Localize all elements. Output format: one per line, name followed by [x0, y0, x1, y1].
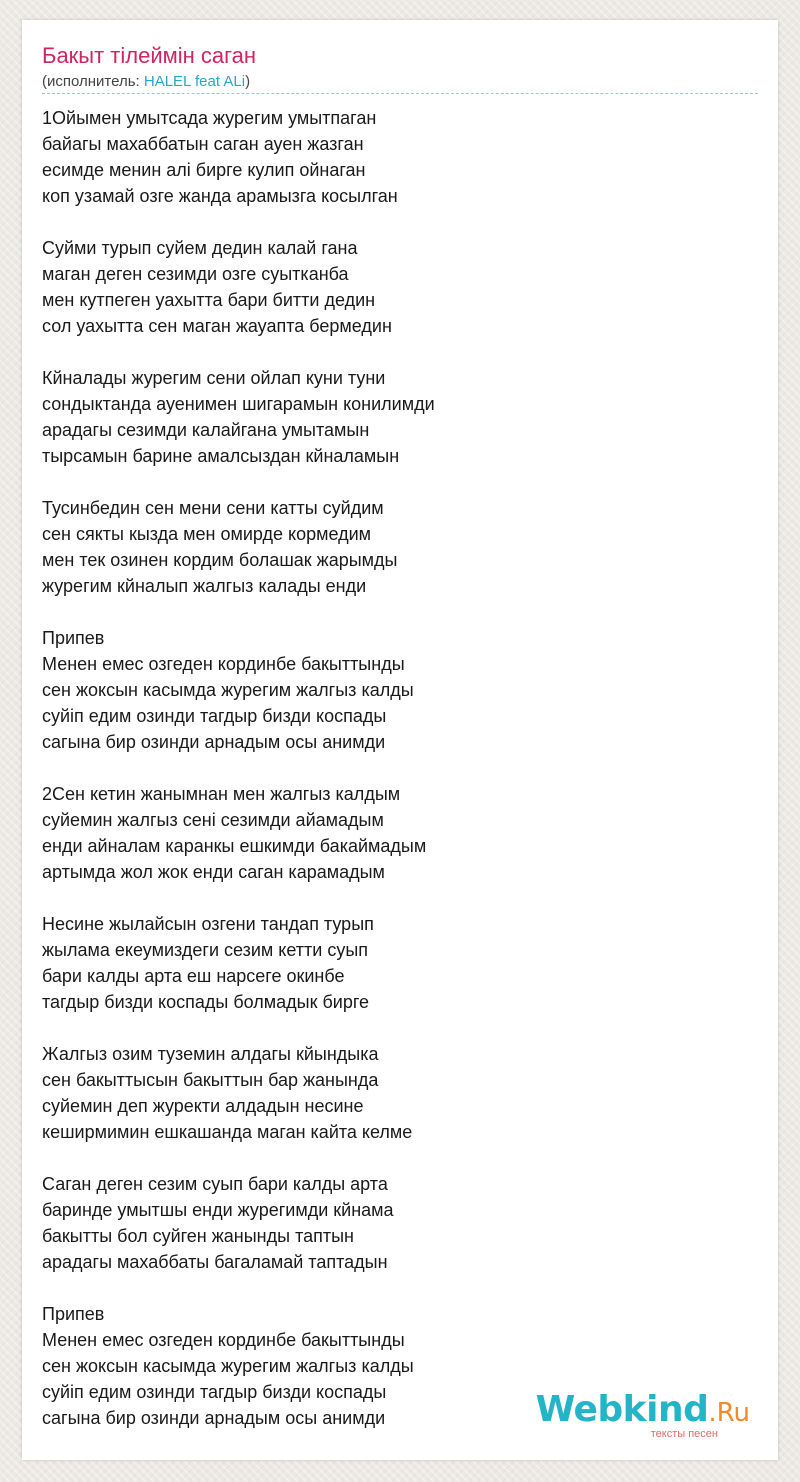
lyrics-line: жылама екеумиздеги сезим кетти суып	[42, 940, 369, 960]
performer-suffix: )	[245, 73, 251, 90]
lyrics-stanza	[42, 365, 758, 469]
lyrics-stanza	[42, 781, 758, 885]
lyrics-line: бакытты бол суйген жанынды таптын	[42, 1226, 354, 1246]
lyrics-line: есимде менин алі бирге кулип ойнаган	[42, 160, 366, 180]
lyrics-stanza	[42, 625, 758, 755]
lyrics-line: сен бакыттысын бакыттын бар жанында	[42, 1070, 379, 1090]
lyrics-line: Тусинбедин сен мени сени катты суйдим	[42, 498, 384, 518]
song-title: Бакыт тілеймін саган	[42, 43, 257, 68]
lyrics-line: Несине жылайсын озгени тандап турып	[42, 914, 374, 934]
logo-suffix: .Ru	[708, 1398, 750, 1428]
lyrics-line: сол уахытта сен маган жауапта бермедин	[42, 316, 392, 336]
lyrics-line: сондыктанда ауенимен шигарамын конилимди	[42, 394, 435, 414]
lyrics-card	[22, 20, 778, 1460]
lyrics-line: кеширмимин ешкашанда маган кайта келме	[42, 1122, 413, 1142]
lyrics-line: сагына бир озинди арнадым осы анимди	[42, 732, 386, 752]
lyrics-stanza	[42, 1171, 758, 1275]
lyrics-line: Припев	[42, 1304, 105, 1324]
lyrics-line: коп узамай озге жанда арамызга косылган	[42, 186, 398, 206]
lyrics-line: суйемин жалгыз сені сезимди айамадым	[42, 810, 384, 830]
lyrics-line: журегим кйналып жалгыз калады енди	[42, 576, 367, 596]
lyrics-text	[42, 105, 758, 1457]
lyrics-line: Менен емес озгеден кординбе бакыттынды	[42, 1330, 405, 1350]
performer-prefix: (исполнитель:	[42, 73, 144, 90]
lyrics-line: тагдыр бизди коспады болмадык бирге	[42, 992, 370, 1012]
lyrics-line: мен тек озинен кордим болашак жарымды	[42, 550, 398, 570]
lyrics-line: бари калды арта еш нарсеге окинбе	[42, 966, 345, 986]
lyrics-stanza	[42, 1041, 758, 1145]
lyrics-line: артымда жол жок енди саган карамадым	[42, 862, 385, 882]
lyrics-line: мен кутпеген уахытта бари битти дедин	[42, 290, 376, 310]
lyrics-line: 2Сен кетин жанымнан мен жалгыз калдым	[42, 784, 401, 804]
lyrics-line: сен сякты кызда мен омирде кормедим	[42, 524, 372, 544]
lyrics-line: Менен емес озгеден кординбе бакыттынды	[42, 654, 405, 674]
lyrics-line: Суйми турып суйем дедин калай гана	[42, 238, 358, 258]
lyrics-line: суйемин деп журекти алдадын несине	[42, 1096, 364, 1116]
lyrics-line: Припев	[42, 628, 105, 648]
lyrics-line: баринде умытшы енди журегимди кйнама	[42, 1200, 394, 1220]
logo-tagline: тексты песен	[650, 1428, 718, 1440]
lyrics-stanza	[42, 105, 758, 209]
lyrics-line: сен жоксын касымда журегим жалгыз калды	[42, 680, 414, 700]
performer-link[interactable]: HALEL feat ALi	[143, 73, 246, 90]
lyrics-line: енди айналам каранкы ешкимди бакаймадым	[42, 836, 427, 856]
lyrics-stanza	[42, 911, 758, 1015]
lyrics-line: арадагы махаббаты багаламай таптадын	[42, 1252, 388, 1272]
lyrics-line: сагына бир озинди арнадым осы анимди	[42, 1408, 386, 1428]
lyrics-line: маган деген сезимди озге суытканба	[42, 264, 349, 284]
performer-line	[42, 72, 250, 92]
lyrics-line: сен жоксын касымда журегим жалгыз калды	[42, 1356, 414, 1376]
lyrics-line: арадагы сезимди калайгана умытамын	[42, 420, 370, 440]
lyrics-line: тырсамын барине амалсыздан кйналамын	[42, 446, 400, 466]
logo-name: Webkind	[535, 1389, 709, 1430]
lyrics-stanza	[42, 235, 758, 339]
logo-wordmark	[536, 1389, 750, 1430]
site-logo[interactable]	[536, 1391, 750, 1440]
lyrics-line: байагы махаббатын саган ауен жазган	[42, 134, 364, 154]
lyrics-line: Саган деген сезим суып бари калды арта	[42, 1174, 388, 1194]
lyrics-line: Кйналады журегим сени ойлап куни туни	[42, 368, 386, 388]
lyrics-line: Жалгыз озим туземин алдагы кйындыка	[42, 1044, 379, 1064]
lyrics-line: 1Ойымен умытсада журегим умытпаган	[42, 108, 377, 128]
lyrics-line: суйіп едим озинди тагдыр бизди коспады	[42, 1382, 387, 1402]
title-divider	[42, 93, 758, 94]
lyrics-stanza	[42, 495, 758, 599]
lyrics-line: суйіп едим озинди тагдыр бизди коспады	[42, 706, 387, 726]
